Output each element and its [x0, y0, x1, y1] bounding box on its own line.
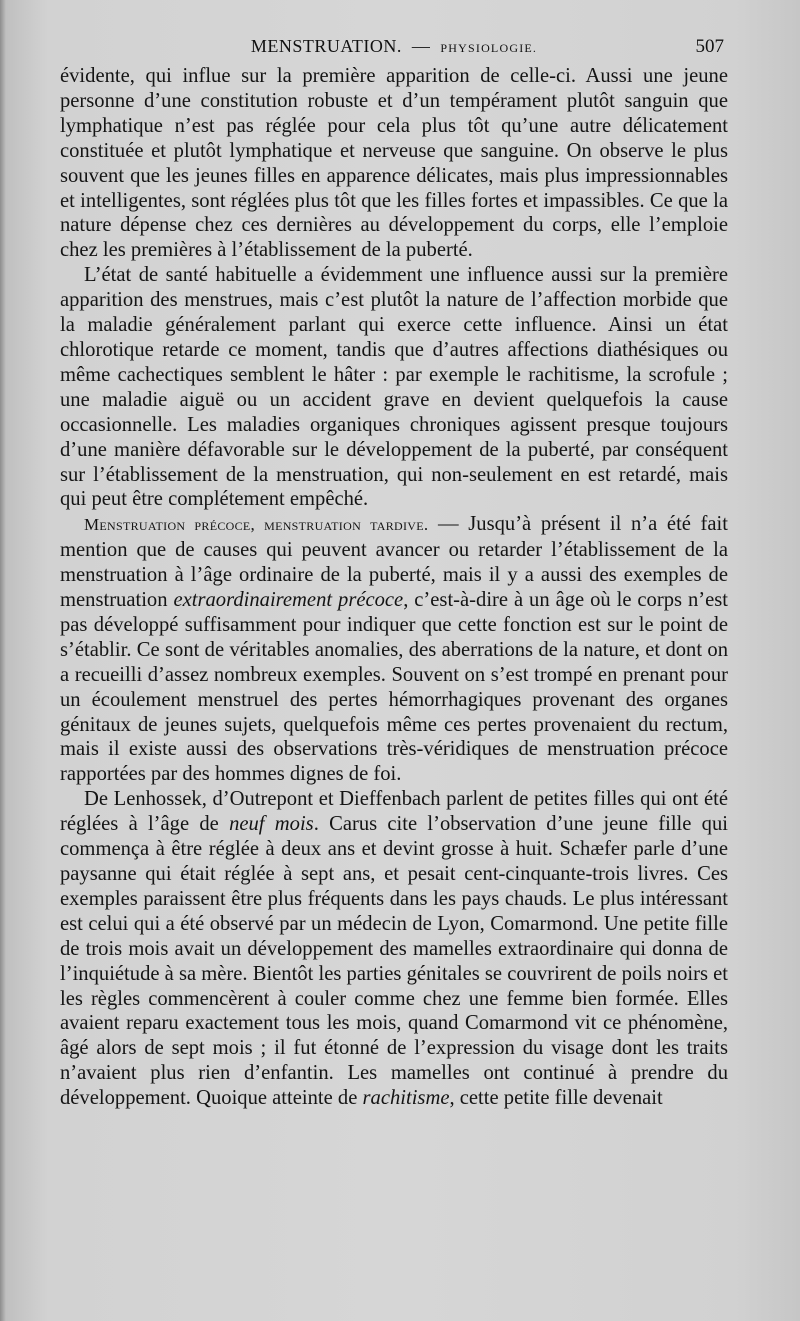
paragraph-4-italic-2: rachitisme: [362, 1087, 450, 1110]
running-title-section: PHYSIOLOGIE.: [440, 41, 538, 55]
paragraph-3-text-b: , c’est-à-dire à un âge où le corps n’est pas développé suffisamment pour indiquer que cette fonction est sur le point de s’établir. Ce sont de véritables anomalies, des aberrations de la nature, et dont on a recueilli d’assez nombreux exemples. Souvent on s’est trompé en prenant pour un écoulement menstruel des pertes hémorrhagiques provenant des organes génitaux de jeunes sujets, quelquefois même ces pertes provenaient du rectum, mais il existe aussi des observations très-véridiques de menstruation précoce rapportées par des hommes dignes de foi.: [60, 589, 728, 786]
section-heading: Menstruation précoce, menstruation tardive.: [84, 515, 429, 535]
paragraph-4-italic-1: neuf mois: [229, 813, 314, 836]
paragraph-4-text-b: . Carus cite l’observation d’une jeune fille qui commença à être réglée à deux ans et devint grosse à huit. Schæfer parle d’une paysanne qui était réglée à sept ans, et pesait cent-cinquante-trois livres. Ces exemples paraissent être plus fréquents dans les pays chauds. Le plus intéressant est celui qui a été observé par un médecin de Lyon, Comarmond. Une petite fille de trois mois avait un développement des mamelles extraordinaire qui donna de l’inquiétude à sa mère. Bientôt les parties génitales se couvrirent de poils noirs et les règles commencèrent à couler comme chez une femme bien formée. Elles avaient reparu exactement tous les mois, quand Comarmond vit ce phénomène, âgé alors de sept mois ; il fut étonné de l’expression du visage dont les traits n’avaient plus rien d’enfantin. Les mamelles ont continué à prendre du développement. Quoique atteinte de: [60, 813, 728, 1110]
paragraph-2: L’état de santé habituelle a évidemment une influence aussi sur la première apparition des menstrues, mais c’est plutôt la nature de l’affection morbide que la maladie généralement parlant qui exerce cette influence. Ainsi un état chlorotique retarde ce moment, tandis que d’autres affections diathésiques ou même cachectiques semblent le hâter : par exemple le rachitisme, la scrofule ; une maladie aiguë ou un accident grave en devient quelquefois la cause occasionnelle. Les maladies organiques chroniques agissent presque toujours d’une manière défavorable sur le développement de la puberté, par conséquent sur l’établissement de la menstruation, qui non-seulement en est retardé, mais qui peut être complétement empêché.: [60, 264, 728, 511]
paragraph-3-text-a: Jusqu’à présent il n’a été fait mention que de causes qui peuvent avancer ou retarder l’établissement de la menstruation à l’âge ordinaire de la puberté, mais il y a aussi des exemples de menstruation: [60, 513, 728, 612]
paragraph-1: évidente, qui influe sur la première apparition de celle-ci. Aussi une jeune personne d’une constitution robuste et d’un tempérament plutôt sanguin que lymphatique n’est pas réglée pour cela plus tôt qu’une autre délicatement constituée et plutôt lymphatique et nerveuse que sanguine. On observe le plus souvent que les jeunes filles en apparence délicates, mais plus impressionnables et intelligentes, sont réglées plus tôt que les filles fortes et impassibles. Ce que la nature dépense chez ces dernières au développement du corps, elle l’emploie chez les premières à l’établissement de la puberté.: [60, 65, 728, 262]
page-header: [60, 36, 728, 62]
running-title-separator: —: [411, 36, 431, 56]
paragraph-4-text-a: De Lenhossek, d’Outrepont et Dieffenbach parlent de petites filles qui ont été réglées à l’âge de: [60, 788, 728, 836]
paragraph-4-text-c: , cette petite fille devenait: [449, 1087, 663, 1110]
running-title-main: MENSTRUATION.: [250, 36, 402, 56]
body-text: [60, 64, 728, 1111]
paragraph-4: [60, 787, 728, 1111]
page-spine-shadow: [0, 0, 6, 1321]
page-number: 507: [695, 36, 724, 57]
paragraph-3-italic: extraordinairement précoce: [173, 589, 404, 612]
paragraph-3: [60, 512, 728, 787]
running-title: [60, 36, 728, 57]
heading-dash: —: [428, 513, 469, 536]
